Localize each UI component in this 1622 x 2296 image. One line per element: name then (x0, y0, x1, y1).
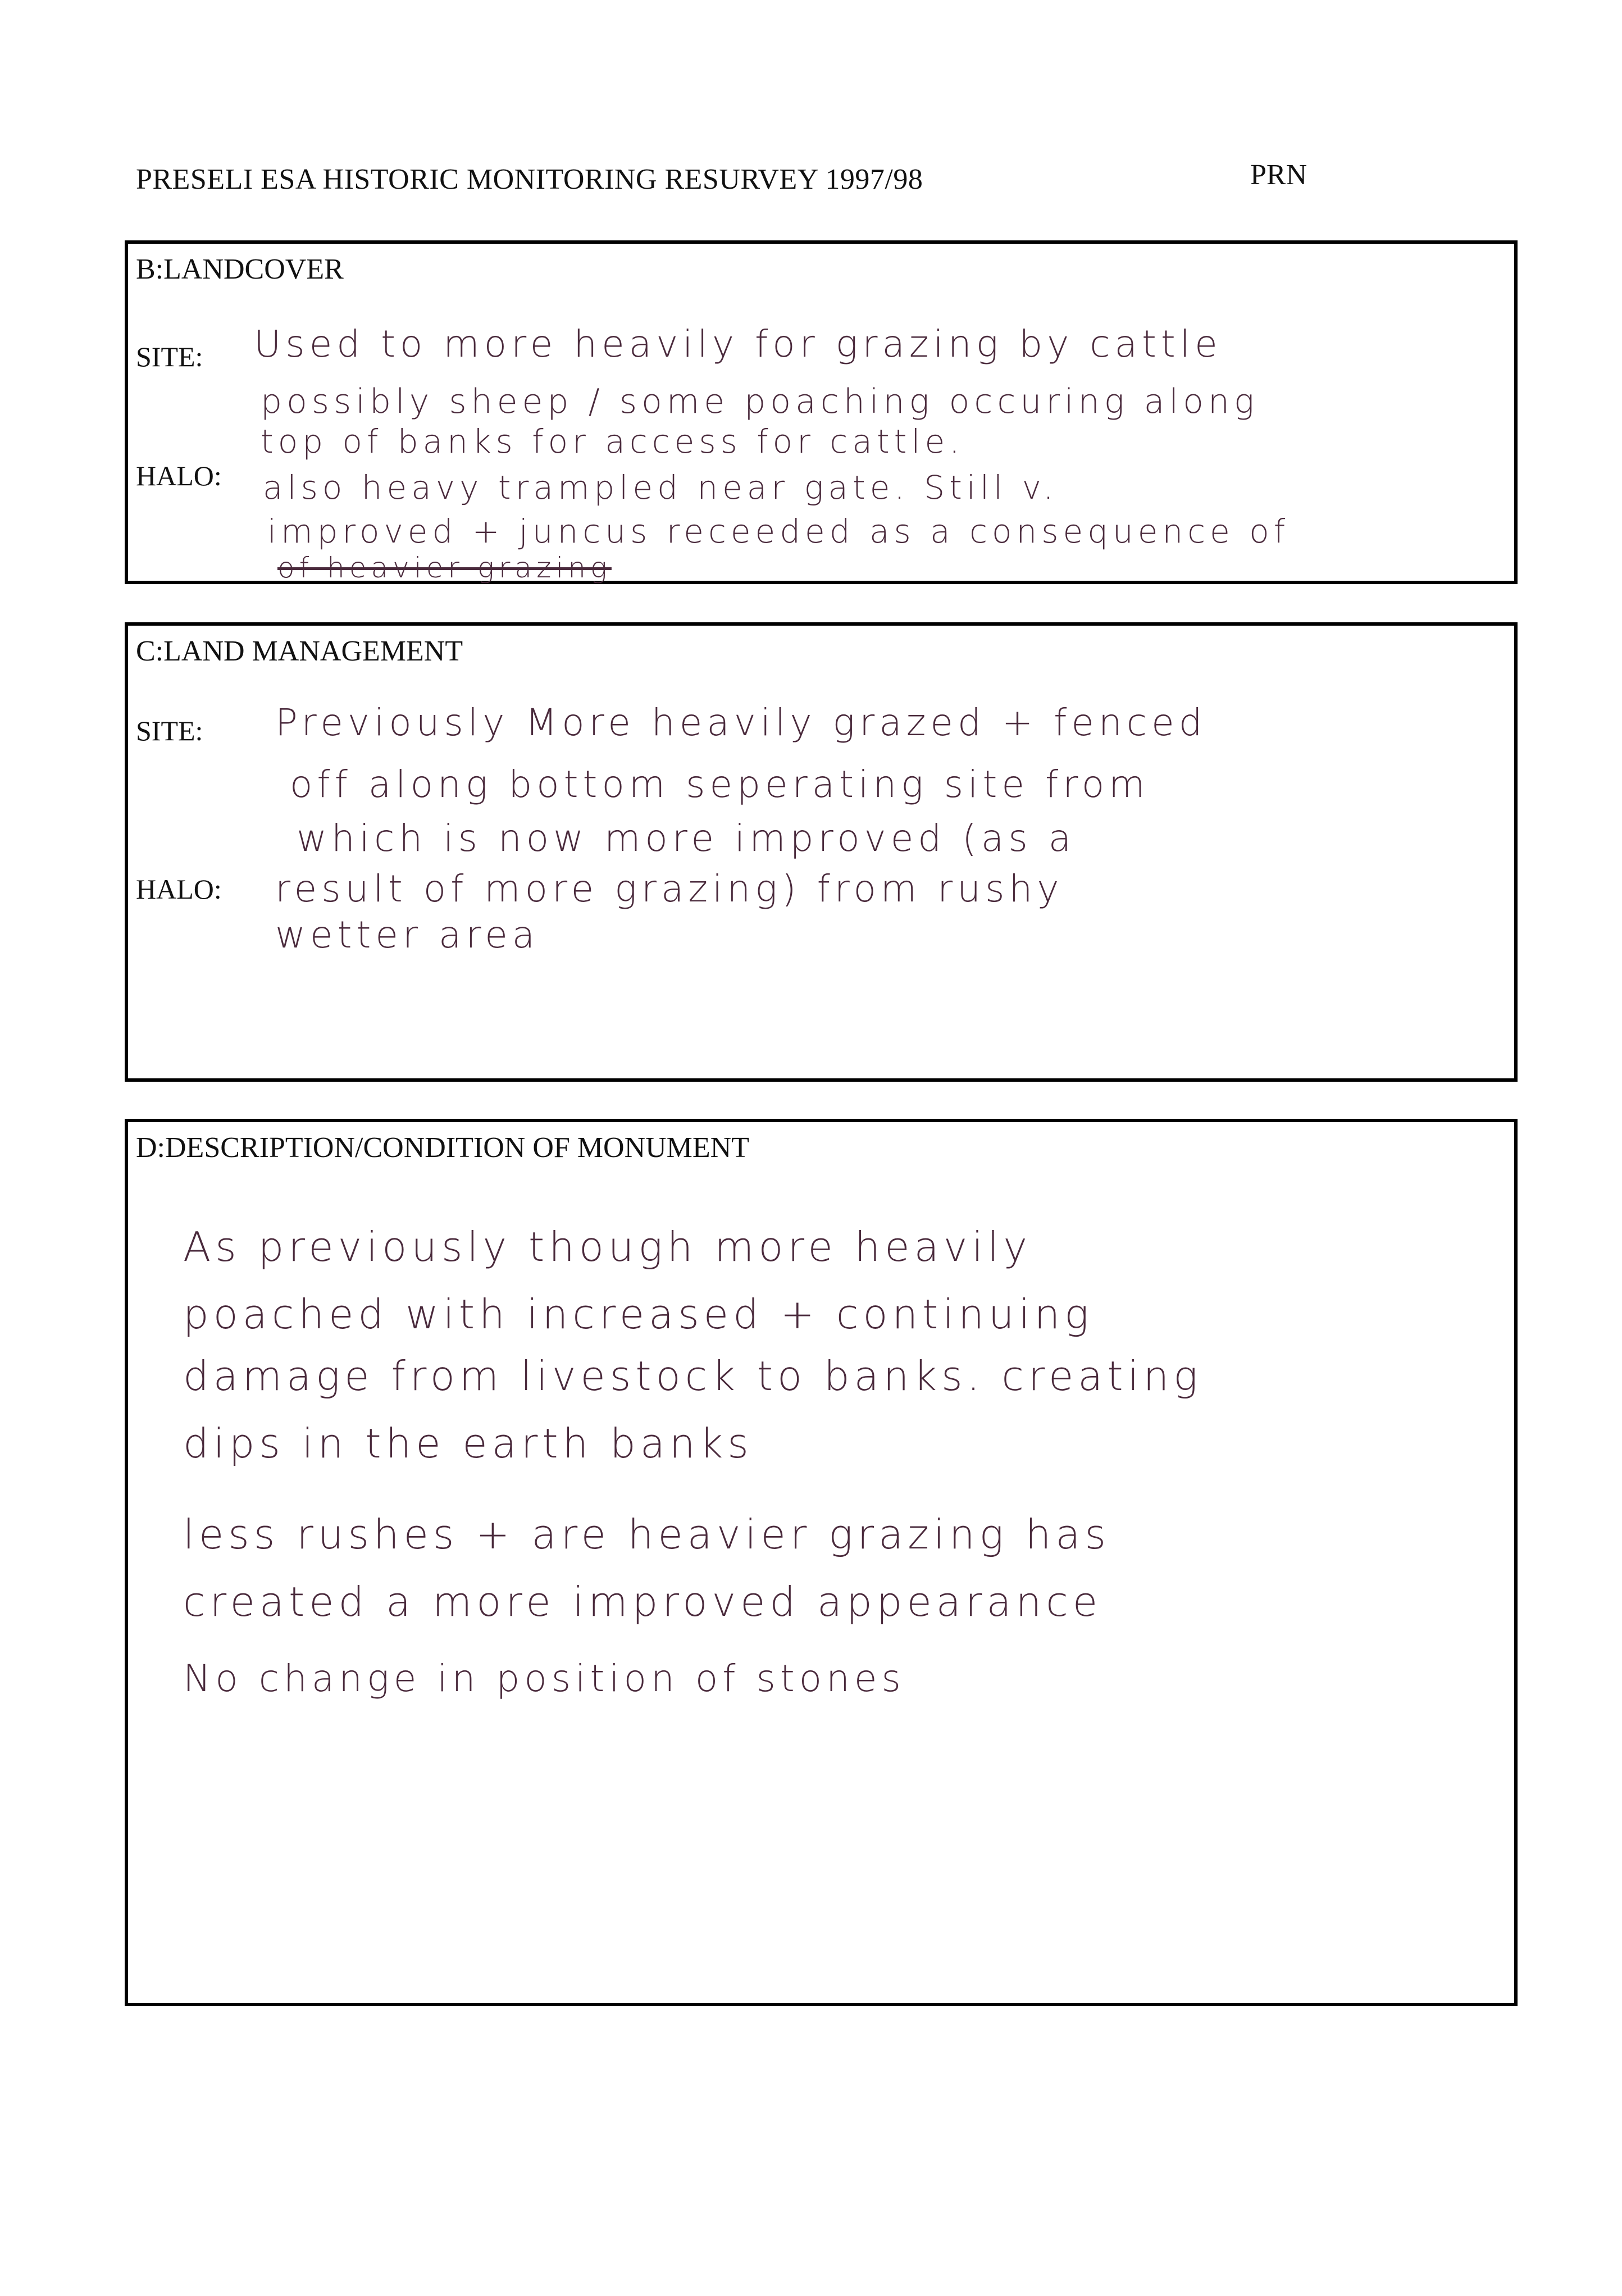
landcover-note-line: improved + juncus receeded as a consequence of (267, 512, 1290, 550)
description-note-line: No change in position of stones (183, 1657, 905, 1700)
land-management-section (125, 622, 1518, 1082)
land-management-note-line: wetter area (275, 913, 540, 956)
form-title: PRESELI ESA HISTORIC MONITORING RESURVEY 1997/98 (136, 163, 923, 195)
land-management-note-line: which is now more improved (as a (297, 817, 1076, 860)
landcover-note-line: Used to more heavily for grazing by cattle (254, 322, 1222, 366)
landcover-note-line: of heavier grazing (277, 552, 612, 584)
description-title: D:DESCRIPTION/CONDITION OF MONUMENT (136, 1132, 749, 1164)
land-management-note-line: off along bottom seperating site from (290, 763, 1150, 806)
landcover-title: B:LANDCOVER (136, 253, 344, 285)
landcover-note-line: also heavy trampled near gate. Still v. (263, 468, 1058, 507)
land-management-note-line: result of more grazing) from rushy (275, 867, 1064, 910)
prn-label: PRN (1250, 159, 1307, 191)
land-management-site-label: SITE: (136, 715, 203, 746)
description-note-line: dips in the earth banks (183, 1420, 753, 1467)
landcover-note-line: top of banks for access for cattle. (261, 422, 964, 461)
description-note-line: created a more improved appearance (183, 1578, 1102, 1625)
landcover-site-label: SITE: (136, 341, 203, 372)
land-management-title: C:LAND MANAGEMENT (136, 635, 463, 667)
land-management-note-line: Previously More heavily grazed + fenced (275, 701, 1207, 744)
description-note-line: less rushes + are heavier grazing has (183, 1511, 1110, 1558)
description-note-line: poached with increased + continuing (183, 1291, 1094, 1338)
description-note-line: As previously though more heavily (183, 1223, 1032, 1270)
land-management-halo-label: HALO: (136, 873, 222, 905)
landcover-note-line: possibly sheep / some poaching occuring along (261, 382, 1259, 421)
description-note-line: damage from livestock to banks. creating (183, 1352, 1202, 1400)
landcover-section (125, 240, 1518, 584)
description-section (125, 1119, 1518, 2006)
landcover-halo-label: HALO: (136, 460, 222, 491)
